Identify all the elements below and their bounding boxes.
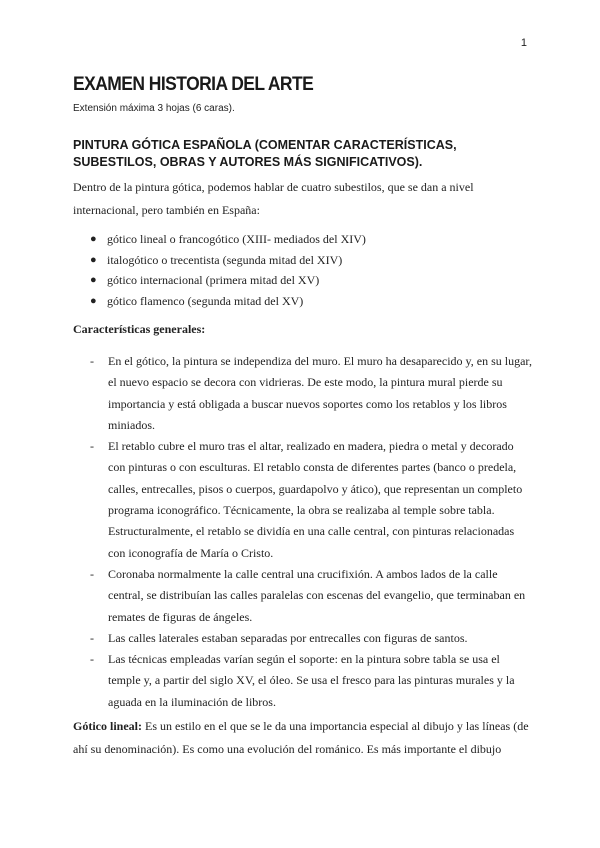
substyles-list: [73, 229, 533, 311]
document-subtitle: Extensión máxima 3 hojas (6 caras).: [73, 103, 235, 114]
list-item: [73, 291, 533, 312]
characteristics-list: [73, 351, 533, 713]
dash-icon: -: [90, 630, 94, 645]
bullet-icon: ●: [90, 294, 97, 307]
characteristic-text: En el gótico, la pintura se independiza del muro. El muro ha desaparecido y, en su lugar, el nuevo espacio se decora con vidrieras. De este modo, la pintura mural pierde su importancia y está obligada a buscar nuevos soportes como los retablos y los libros miniados.: [108, 354, 532, 432]
list-item: [73, 649, 533, 713]
dash-icon: -: [90, 354, 94, 368]
dash-icon: -: [90, 652, 94, 667]
list-item: [73, 270, 533, 291]
substyle-text: gótico lineal o francogótico (XIII- mediados del XIV): [107, 232, 366, 246]
substyle-text: italogótico o trecentista (segunda mitad del XIV): [107, 252, 343, 267]
document-title: EXAMEN HISTORIA DEL ARTE: [73, 74, 314, 95]
list-item: [73, 250, 533, 271]
intro-paragraph: Dentro de la pintura gótica, podemos hablar de cuatro subestilos, que se dan a nivel internacional, pero también en España:: [73, 180, 474, 217]
bullet-icon: ●: [90, 274, 97, 286]
characteristics-label: Características generales:: [73, 322, 206, 336]
list-item: [73, 436, 533, 564]
characteristic-text: Las calles laterales estaban separadas por entrecalles con figuras de santos.: [108, 630, 468, 645]
dash-icon: -: [90, 439, 94, 454]
characteristic-text: Coronaba normalmente la calle central una crucifixión. A ambos lados de la calle central, se distribuían las calles paralelas con escenas del evangelio, que terminaban en remates de figuras de ángeles.: [108, 566, 526, 624]
bullet-icon: ●: [90, 233, 97, 245]
bullet-icon: ●: [90, 253, 97, 266]
page-number: 1: [520, 37, 527, 49]
closing-paragraph: [73, 715, 533, 761]
section-heading: PINTURA GÓTICA ESPAÑOLA (COMENTAR CARACTERÍSTICAS, SUBESTILOS, OBRAS Y AUTORES MÁS SIGNIFICATIVOS).: [73, 138, 457, 169]
list-item: [73, 351, 533, 436]
characteristic-text: Las técnicas empleadas varían según el soporte: en la pintura sobre tabla se usa el temple y, a partir del siglo XV, el óleo. Se usa el fresco para las pinturas murales y la aguada en la iluminación de libros.: [108, 652, 515, 709]
closing-label: Gótico lineal:: [73, 719, 142, 733]
list-item: [73, 628, 533, 649]
list-item: [73, 229, 533, 250]
characteristic-text: El retablo cubre el muro tras el altar, realizado en madera, piedra o metal y decorado con pinturas o con esculturas. El retablo consta de diferentes partes (banco o predela, calles, entrecalles, pisos o cuerpos, guardapolvo y ático), que representan un completo programa iconográfico. Técnicamente, la obra se realizaba al temple sobre tabla. Estructuralmente, el retablo se dividía en una calle central, con pinturas relacionadas con iconografía de María o Cristo.: [108, 439, 523, 560]
closing-text: Es un estilo en el que se le da una importancia especial al dibujo y las líneas (de ahí su denominación). Es como una evolución del románico. Es más importante el dibujo: [73, 719, 529, 756]
substyle-text: gótico flamenco (segunda mitad del XV): [107, 293, 304, 308]
dash-icon: -: [90, 566, 94, 581]
substyle-text: gótico internacional (primera mitad del XV): [107, 273, 320, 287]
list-item: [73, 564, 533, 628]
